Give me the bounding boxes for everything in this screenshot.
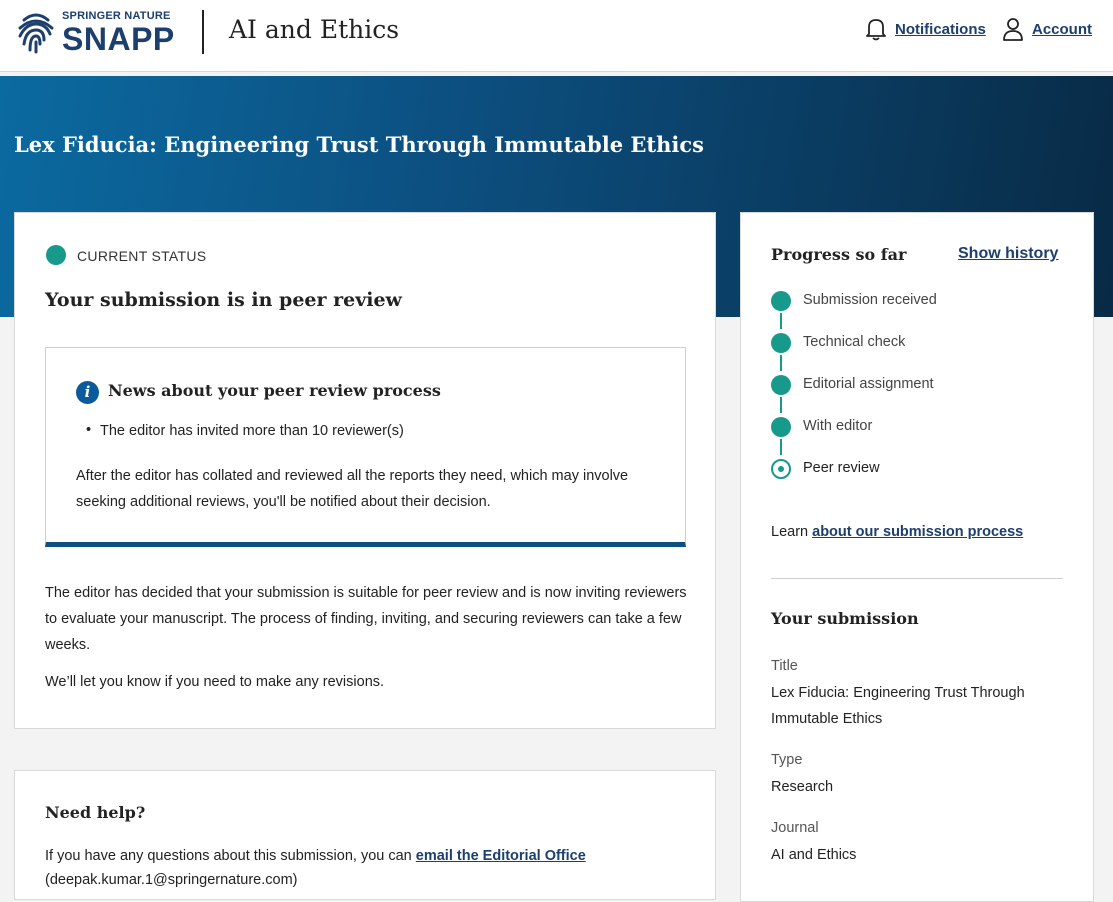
notifications-nav[interactable] xyxy=(865,17,986,41)
header-divider xyxy=(202,10,204,54)
news-paragraph: After the editor has collated and reviewed all the reports they need, which may involve seeking additional reviews, you'll be notified about their decision. xyxy=(76,468,629,510)
field-value-type: Research xyxy=(771,779,834,795)
top-header xyxy=(0,0,1113,72)
step-label: Submission received xyxy=(803,292,937,308)
step-label: Editorial assignment xyxy=(803,376,934,392)
news-bullet-item: • The editor has invited more than 10 reviewer(s) xyxy=(100,423,404,439)
help-text-after: (deepak.kumar.1@springernature.com) xyxy=(45,872,298,888)
news-box xyxy=(45,347,686,547)
progress-title: Progress so far xyxy=(771,245,907,264)
step-complete-icon xyxy=(771,333,791,353)
field-label-journal: Journal xyxy=(771,820,819,836)
step-label: Technical check xyxy=(803,334,906,350)
status-heading: Your submission is in peer review xyxy=(45,289,402,311)
field-value-journal: AI and Ethics xyxy=(771,847,857,863)
step-connector xyxy=(780,439,782,455)
field-value-title: Lex Fiducia: Engineering Trust Through Immutable Ethics xyxy=(771,685,1025,727)
journal-title: AI and Ethics xyxy=(229,15,400,44)
step-connector xyxy=(780,355,782,371)
notifications-link[interactable]: Notifications xyxy=(895,20,986,38)
brand-small-text: SPRINGER NATURE xyxy=(62,10,171,22)
step-complete-icon xyxy=(771,291,791,311)
step-complete-icon xyxy=(771,375,791,395)
user-icon xyxy=(1002,17,1024,41)
status-paragraph: The editor has decided that your submission is suitable for peer review and is now inviting reviewers to evaluate your manuscript. The process of finding, inviting, and securing reviewers can take a few weeks. xyxy=(45,585,687,653)
step-label: With editor xyxy=(803,418,873,434)
submission-process-link[interactable]: about our submission process xyxy=(812,524,1024,540)
help-text-before: If you have any questions about this submission, you can xyxy=(45,848,416,864)
sidebar-card xyxy=(740,212,1094,902)
email-editorial-office-link[interactable]: email the Editorial Office xyxy=(415,848,586,864)
status-card xyxy=(14,212,716,729)
fingerprint-logo-icon xyxy=(16,10,56,54)
step-complete-icon xyxy=(771,417,791,437)
step-connector xyxy=(780,397,782,413)
info-icon: i xyxy=(76,381,99,404)
manuscript-title: Lex Fiducia: Engineering Trust Through Immutable Ethics xyxy=(14,132,704,157)
status-indicator-dot xyxy=(46,245,66,265)
status-label: CURRENT STATUS xyxy=(77,248,207,264)
field-label-title: Title xyxy=(771,658,798,674)
step-current-icon xyxy=(771,459,791,479)
brand-large-text: SNAPP xyxy=(62,21,175,57)
help-card xyxy=(14,770,716,900)
divider xyxy=(771,578,1063,579)
step-label: Peer review xyxy=(803,460,880,476)
step-connector xyxy=(780,313,782,329)
help-title: Need help? xyxy=(45,803,146,822)
field-label-type: Type xyxy=(771,752,803,768)
your-submission-title: Your submission xyxy=(771,609,919,628)
snapp-logo[interactable] xyxy=(16,10,175,57)
help-text xyxy=(45,844,685,892)
learn-text xyxy=(771,524,1023,540)
revisions-note: We’ll let you know if you need to make any revisions. xyxy=(45,674,385,690)
account-nav[interactable] xyxy=(1002,17,1092,41)
news-title: News about your peer review process xyxy=(108,381,441,400)
learn-prefix: Learn xyxy=(771,524,813,540)
account-link[interactable]: Account xyxy=(1032,20,1092,38)
show-history-link[interactable]: Show history xyxy=(958,245,1059,262)
bell-icon xyxy=(865,17,887,41)
